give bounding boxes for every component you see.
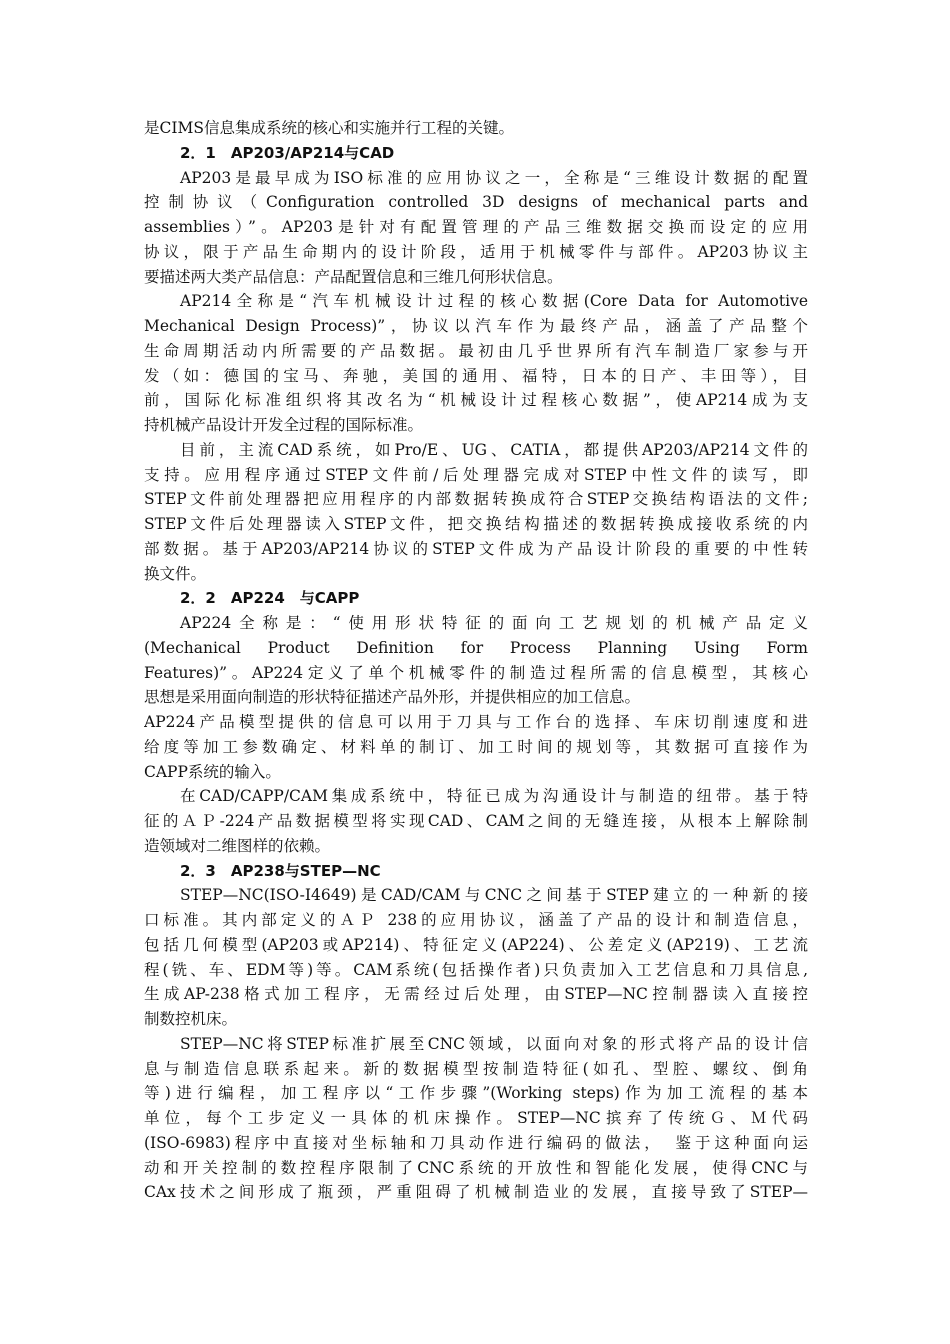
body-text-line: 是CIMS信息集成系统的核心和实施并行工程的关键。	[144, 119, 514, 137]
body-text-line: STEP文件前处理器把应用程序的内部数据转换成符合STEP交换结构语法的文件;	[144, 490, 808, 509]
body-text-line: CAx技术之间形成了瓶颈，严重阻碍了机械制造业的发展，直接导致了STEP—	[144, 1183, 808, 1202]
body-text-line: STEP—NC(ISO-I4649)是CAD/CAM与CNC之间基于STEP建立的一种新的接	[180, 886, 808, 905]
body-text-line: 支持。应用程序通过STEP文件前/后处理器完成对STEP中性文件的读写，即	[144, 465, 808, 484]
body-text-line: 目前，主流CAD系统，如Pro/E、UG、CATIA，都提供AP203/AP214文件的	[180, 440, 808, 459]
body-text-line: AP203是最早成为ISO标准的应用协议之一，全称是“三维设计数据的配置	[180, 168, 808, 187]
body-text-line: 包括几何模型(AP203或AP214)、特征定义(AP224)、公差定义(AP219)、工艺流	[144, 935, 808, 954]
body-text-line: assemblies）”。AP203是针对有配置管理的产品三维数据交换而设定的应用	[144, 218, 808, 236]
body-text-line: CAPP系统的输入。	[144, 762, 281, 781]
body-text-line: AP224全称是：“使用形状特征的面向工艺规划的机械产品定义	[180, 614, 808, 632]
body-text-line: 在CAD/CAPP/CAM集成系统中，特征已成为沟通设计与制造的纽带。基于特	[180, 787, 808, 806]
section-heading-2-2: 2．2 AP224 与CAPP	[180, 589, 360, 608]
body-text-line: 部数据。基于AP203/AP214协议的STEP文件成为产品设计阶段的重要的中性转	[144, 539, 808, 558]
body-text-line: 口标准。其内部定义的ＡＰ 238的应用协议，涵盖了产品的设计和制造信息，	[144, 911, 808, 929]
body-text-line: AP214全称是“汽车机械设计过程的核心数据(Core Data for Automotive	[180, 292, 808, 311]
section-heading-2-3: 2．3 AP238与STEP—NC	[180, 861, 381, 880]
body-text-line: 控制协议（Configuration controlled 3D designs of mechanical parts and	[144, 193, 808, 212]
body-text-line: 发（如：德国的宝马、奔驰，美国的通用、福特，日本的日产、丰田等），目	[144, 366, 808, 385]
body-text-line: 持机械产品设计开发全过程的国际标准。	[144, 416, 424, 434]
document-page	[144, 116, 808, 1205]
body-text-line: 息与制造信息联系起来。新的数据模型按制造特征(如孔、型腔、螺纹、倒角	[144, 1059, 808, 1078]
body-text-line: 思想是采用面向制造的形状特征描述产品外形，并提供相应的加工信息。	[144, 688, 641, 707]
body-text-line: 给度等加工参数确定、材料单的制订、加工时间的规划等，其数据可直接作为	[144, 737, 808, 756]
body-text-line: Mechanical Design Process)”，协议以汽车作为最终产品，涵盖了产品整个	[144, 317, 808, 335]
body-text-line: 生成AP-238格式加工程序，无需经过后处理，由STEP—NC控制器读入直接控	[144, 985, 808, 1004]
body-text-line: 前，国际化标准组织将其改名为“机械设计过程核心数据”，使AP214成为支	[144, 391, 808, 410]
body-text-line: AP224产品模型提供的信息可以用于刀具与工作台的选择、车床切削速度和进	[144, 713, 808, 731]
body-text-line: 动和开关控制的数控程序限制了CNC系统的开放性和智能化发展，使得CNC与	[144, 1158, 808, 1177]
body-text-line: Features)”。AP224定义了单个机械零件的制造过程所需的信息模型，其核心	[144, 663, 808, 682]
body-text-line: (ISO-6983)程序中直接对坐标轴和刀具动作进行编码的做法， 鉴于这种面向运	[144, 1133, 808, 1152]
body-text-line: 要描述两大类产品信息：产品配置信息和三维几何形状信息。	[144, 267, 563, 286]
body-text-line: 造领域对二维图样的依赖。	[144, 836, 331, 855]
body-text-line: 协议，限于产品生命期内的设计阶段，适用于机械零件与部件。AP203协议主	[144, 242, 808, 261]
body-text-line: (Mechanical Product Definition for Process Planning Using Form	[144, 638, 808, 657]
body-text-line: 单位，每个工步定义一具体的机床操作。STEP—NC摈弃了传统Ｇ、Ｍ代码	[144, 1109, 808, 1127]
body-text-line: 征的ＡＰ-224产品数据模型将实现CAD、CAM之间的无缝连接，从根本上解除制	[144, 812, 808, 830]
body-text-line: 生命周期活动内所需要的产品数据。最初由几乎世界所有汽车制造厂家参与开	[144, 341, 808, 360]
section-heading-2-1: 2．1 AP203/AP214与CAD	[180, 143, 395, 162]
body-text-line: 等)进行编程，加工程序以“工作步骤”(Working steps)作为加工流程的基本	[144, 1084, 808, 1103]
body-text-line: 制数控机床。	[144, 1010, 238, 1028]
body-text-line: STEP文件后处理器读入STEP文件，把交换结构描述的数据转换成接收系统的内	[144, 515, 808, 533]
body-text-line: STEP—NC将STEP标准扩展至CNC领域，以面向对象的形式将产品的设计信	[180, 1034, 808, 1053]
body-text-line: 换文件。	[144, 564, 207, 583]
body-text-line: 程(铣、车、EDM等)等。CAM系统(包括操作者)只负责加入工艺信息和刀具信息,	[144, 960, 808, 979]
